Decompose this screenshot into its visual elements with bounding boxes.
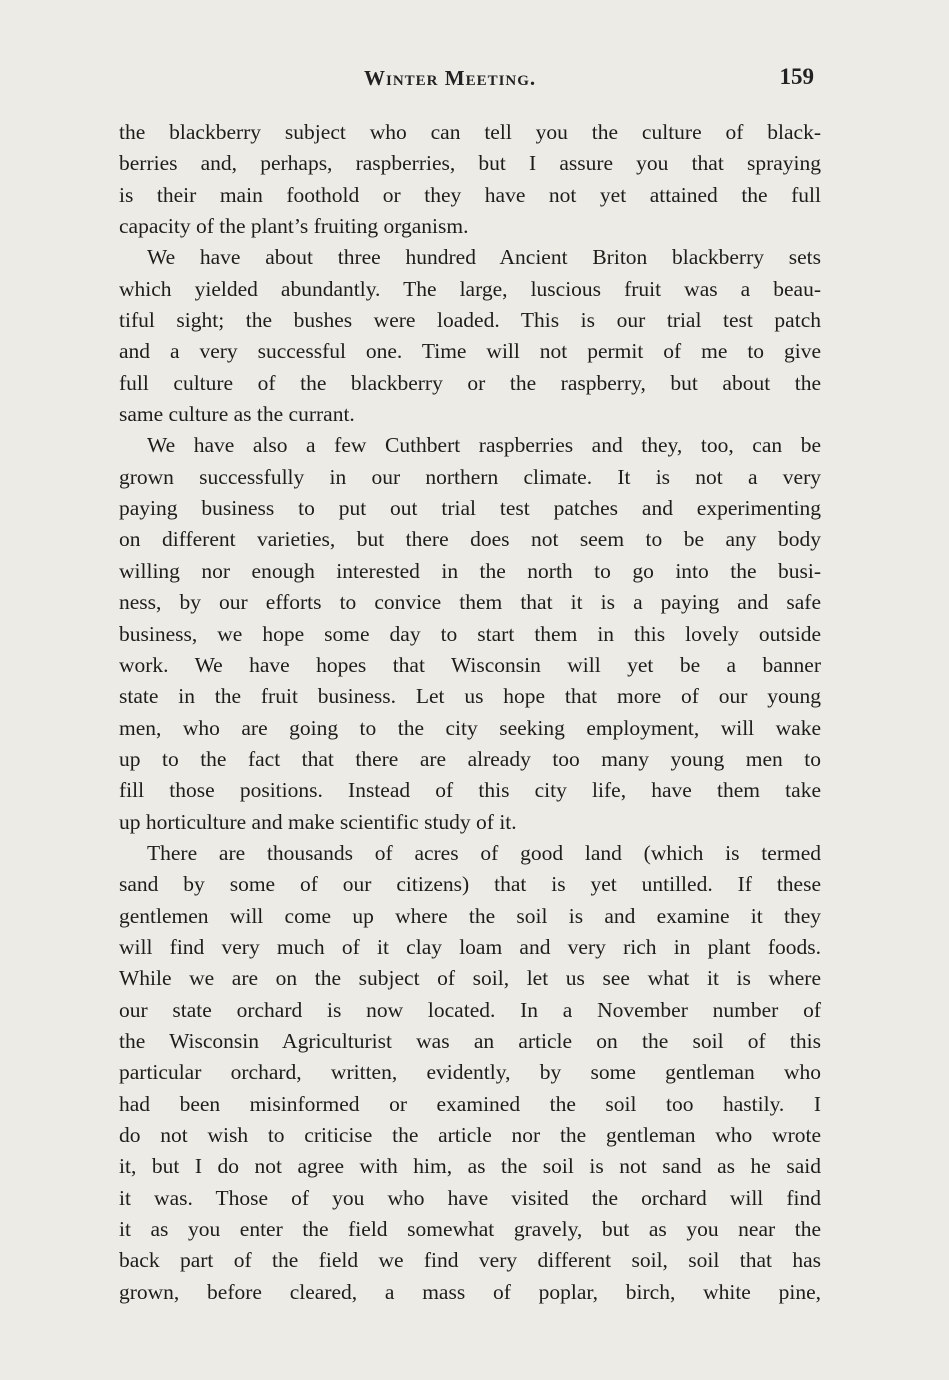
text-line: which yielded abundantly. The large, luscious fruit was a beau-	[119, 276, 821, 301]
running-title: Winter Meeting.	[364, 66, 537, 90]
text-line: state in the fruit business. Let us hope that more of our young	[119, 684, 821, 709]
text-line: and a very successful one. Time will not permit of me to give	[119, 339, 821, 364]
text-line: same culture as the currant.	[119, 402, 355, 427]
text-line: While we are on the subject of soil, let us see what it is where	[119, 966, 821, 991]
text-line: men, who are going to the city seeking employment, will wake	[119, 715, 821, 740]
text-line: had been misinformed or examined the soil too hastily. I	[119, 1091, 821, 1116]
text-line: particular orchard, written, evidently, by some gentleman who	[119, 1060, 821, 1085]
text-line: up horticulture and make scientific study of it.	[119, 809, 517, 834]
text-line: is their main foothold or they have not yet attained the full	[119, 182, 821, 207]
text-line: fill those positions. Instead of this city life, have them take	[119, 778, 821, 803]
text-line: work. We have hopes that Wisconsin will yet be a banner	[119, 652, 821, 677]
text-line: full culture of the blackberry or the raspberry, but about the	[119, 370, 821, 395]
text-line: it, but I do not agree with him, as the soil is not sand as he said	[119, 1154, 821, 1179]
text-line: paying business to put out trial test patches and experimenting	[119, 496, 821, 521]
text-line: the Wisconsin Agriculturist was an article on the soil of this	[119, 1028, 821, 1053]
text-line: on different varieties, but there does not seem to be any body	[119, 527, 821, 552]
page-number: 159	[779, 64, 814, 89]
text-line: ness, by our efforts to convice them that it is a paying and safe	[119, 590, 821, 615]
text-line: business, we hope some day to start them in this lovely outside	[119, 621, 821, 646]
text-line: will find very much of it clay loam and very rich in plant foods.	[119, 934, 821, 959]
text-line: sand by some of our citizens) that is yet untilled. If these	[119, 872, 821, 897]
text-line: do not wish to criticise the article nor the gentleman who wrote	[119, 1123, 821, 1147]
text-line: it as you enter the field somewhat gravely, but as you near the	[119, 1217, 821, 1242]
page-header	[120, 62, 820, 96]
text-line: tiful sight; the bushes were loaded. This is our trial test patch	[119, 308, 821, 333]
text-line: it was. Those of you who have visited the orchard will find	[119, 1185, 821, 1210]
text-line: There are thousands of acres of good land (which is termed	[147, 840, 821, 865]
text-line: capacity of the plant’s fruiting organism.	[119, 214, 469, 239]
text-line: our state orchard is now located. In a November number of	[119, 997, 821, 1022]
text-line: grown successfully in our northern climate. It is not a very	[119, 464, 821, 489]
text-line: berries and, perhaps, raspberries, but I assure you that spraying	[119, 151, 821, 176]
body-text	[119, 117, 821, 1308]
text-line: gentlemen will come up where the soil is and examine it they	[119, 903, 821, 928]
text-line: grown, before cleared, a mass of poplar, birch, white pine,	[119, 1279, 821, 1304]
text-line: back part of the field we find very different soil, soil that has	[119, 1248, 821, 1273]
text-line: up to the fact that there are already too many young men to	[119, 746, 821, 771]
text-line: willing nor enough interested in the north to go into the busi-	[119, 558, 821, 583]
text-line: We have about three hundred Ancient Briton blackberry sets	[147, 245, 821, 270]
text-line: the blackberry subject who can tell you the culture of black-	[119, 120, 821, 144]
text-line: We have also a few Cuthbert raspberries and they, too, can be	[147, 433, 821, 458]
